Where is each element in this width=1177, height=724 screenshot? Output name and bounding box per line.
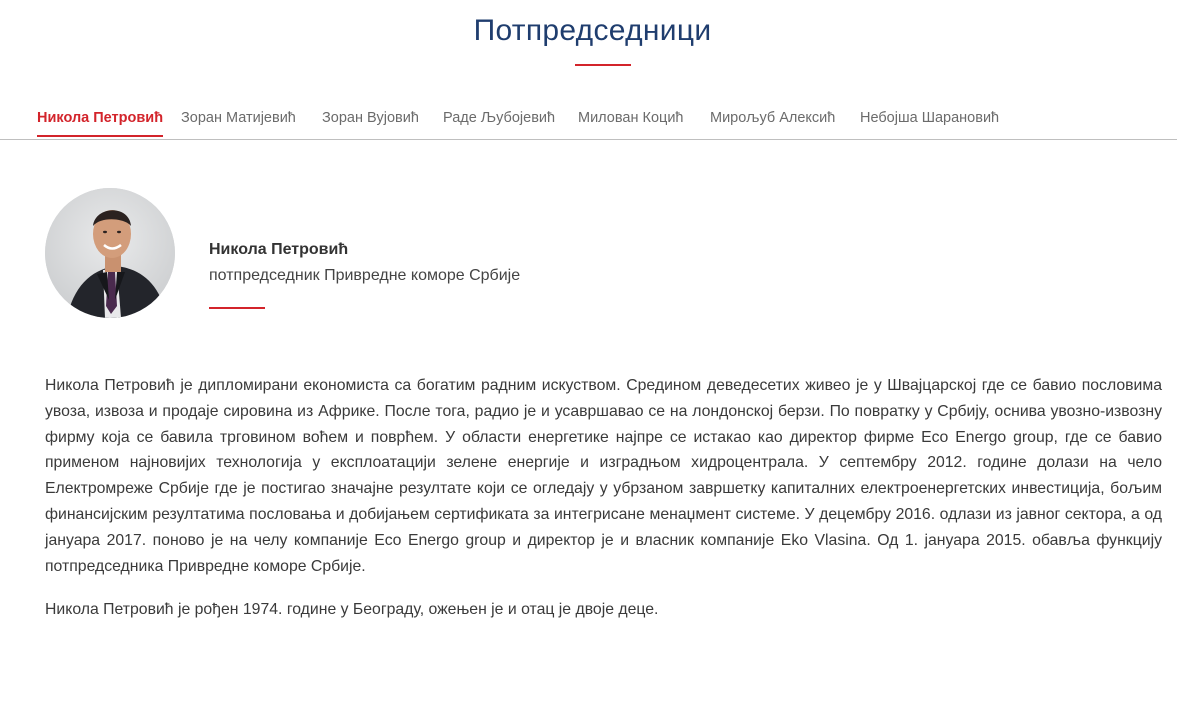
tab-zoran-matijevic[interactable]: Зоран Матијевић: [181, 110, 296, 126]
profile-underline: [209, 307, 265, 309]
tab-nikola-petrovic[interactable]: Никола Петровић: [37, 110, 163, 137]
tab-nebojsa-saranovic[interactable]: Небојша Шарановић: [860, 110, 1000, 126]
profile-photo: [45, 188, 175, 318]
profile-role: потпредседник Привредне коморе Србије: [209, 267, 521, 284]
bio-paragraph: Никола Петровић је рођен 1974. године у Београду, ожењен је и отац је двоје деце.: [45, 601, 659, 619]
vice-president-tabs: [0, 98, 1177, 140]
page-title: Потпредседници: [473, 14, 712, 47]
title-underline: [575, 64, 631, 66]
bio-paragraph: Никола Петровић је дипломирани економиста са богатим радним искуством. Средином деведесетих живео је у Швајцарској где се бавио пословима увоза, извоза и продаје сировина из Африке. После тога, радио је и усавршавао се на лондонској берзи. По повратку у Србију, оснива увозно-извозну фирму која се бавила трговином воћем и поврћем. У области енергетике најпре се истакао као директор фирме Eco Energo group, где се бавио применом најновијих технологија у експлоатацији зелене енергије и изградњом хидроцентрала. У септембру 2012. године долази на чело Електромреже Србије где је постигао значајне резултате који се огледају у убрзаном завршетку капиталних електроенергетских инвестиција, бољим финансијским резултатима пословања и добијањем сертификата за интегрисане менаџмент системе. У децембру 2016. одлази из јавног сектора, а од јануара 2017. поново је на челу компаније Eco Energo group и директор је и власник компаније Eko Vlasina. Од 1. јануара 2015. обавља функцију потпредседника Привредне коморе Србије.: [45, 377, 1162, 575]
portrait-photo-icon: [45, 188, 175, 318]
biography: [45, 373, 1162, 641]
profile-name: Никола Петровић: [209, 241, 349, 258]
tab-zoran-vujovic[interactable]: Зоран Вујовић: [322, 110, 419, 126]
tab-milovan-kocic[interactable]: Милован Коцић: [578, 110, 684, 126]
tab-rade-ljubojevic[interactable]: Раде Љубојевић: [443, 110, 556, 126]
tab-miroljub-aleksic[interactable]: Мирољуб Алексић: [710, 110, 836, 126]
